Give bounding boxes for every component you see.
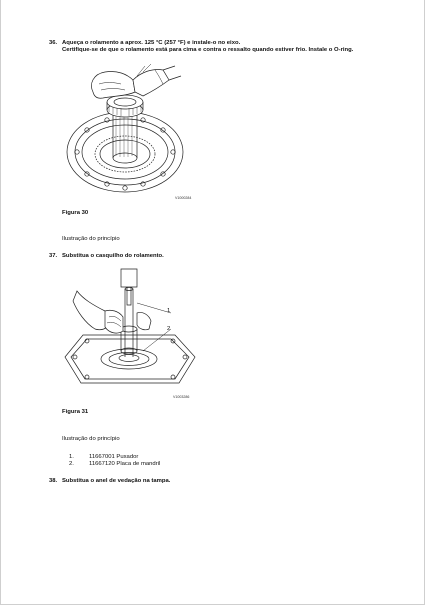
figure-31-illustration-label: Ilustração do princípio (62, 436, 120, 442)
figure-31-image-code: V1003286 (173, 395, 190, 399)
step-38-number: 38. (49, 478, 58, 484)
figure-30-caption: Figura 30 (62, 210, 89, 216)
figure-31-callout-1: 1 (167, 308, 171, 314)
step-38-text: Substitua o anel de vedação na tampa. (62, 478, 171, 484)
step-36-number: 36. (49, 40, 58, 46)
figure-31-illustration (63, 265, 199, 405)
figure-30-image-code: V1000284 (175, 196, 192, 200)
part-1-description: 11667001 Puxador (89, 454, 139, 460)
figure-31-caption: Figura 31 (62, 409, 89, 415)
part-2-description: 11667120 Placa de mandril (89, 461, 161, 467)
step-36-note: Certifique-se de que o rolamento está para cima e contra o ressalto quando estiver frio. Instale o O-ring. (62, 47, 354, 53)
figure-31-callout-2: 2 (167, 326, 171, 332)
figure-30-illustration-label: Ilustração do princípio (62, 236, 120, 242)
step-37-text: Substitua o casquilho do rolamento. (62, 253, 164, 259)
step-37-number: 37. (49, 253, 58, 259)
part-1-number: 1. (69, 454, 74, 460)
part-2-number: 2. (69, 461, 74, 467)
step-36-text: Aqueça o rolamento a aprox. 125 °C (257 °F) e instale-o no eixo. (62, 40, 241, 46)
figure-30-illustration (63, 62, 199, 204)
